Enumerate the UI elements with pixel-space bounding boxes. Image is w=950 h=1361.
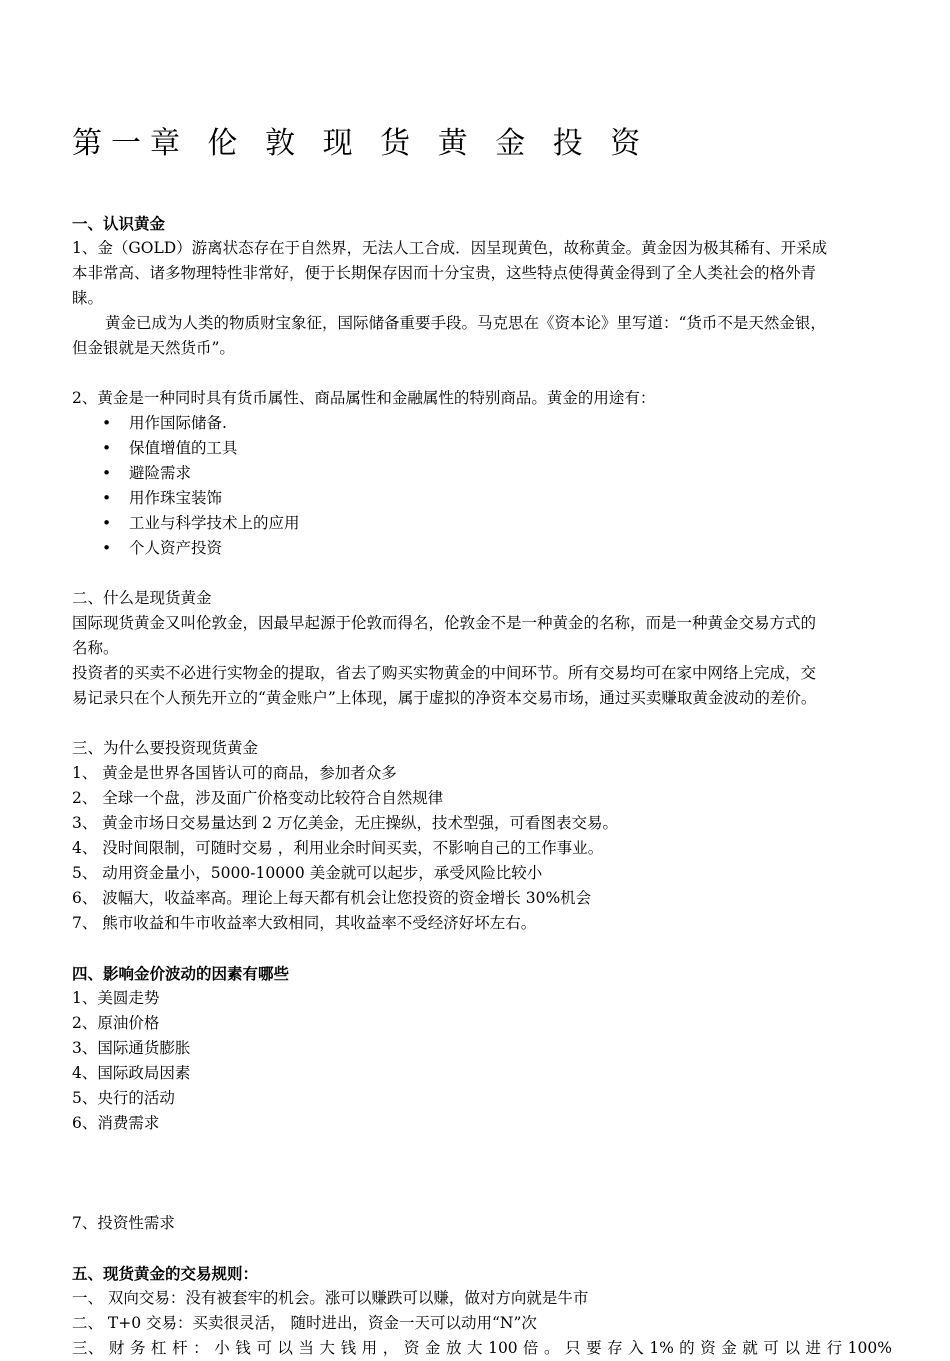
list-item: • 用作国际储备.	[72, 411, 892, 436]
chapter-title: 第一章 伦 敦 现 货 黄 金 投 资	[72, 126, 650, 161]
list-item: 4、 没时间限制，可随时交易 ，利用业余时间买卖，不影响自己的工作事业。	[72, 839, 604, 857]
section-heading-1: 一、认识黄金	[72, 214, 166, 233]
list-item: 5、 动用资金量小，5000-10000 美金就可以起步，承受风险比较小	[72, 864, 543, 882]
paragraph-line: 睐。	[72, 289, 104, 307]
bullet-icon: •	[102, 514, 112, 532]
list-item: 6、 波幅大，收益率高。理论上每天都有机会让您投资的资金增长 30%机会	[72, 889, 592, 907]
section-heading-4: 四、影响金价波动的因素有哪些	[72, 964, 290, 983]
bullet-icon: •	[102, 464, 112, 482]
list-item: 5、央行的活动	[72, 1089, 175, 1107]
paragraph-line: 易记录只在个人预先开立的“黄金账户”上体现，属于虚拟的净资本交易市场，通过买卖赚取黄金波动的差价。	[72, 689, 817, 707]
list-item: 7、投资性需求	[72, 1214, 175, 1232]
section-heading-3: 三、为什么要投资现货黄金	[72, 739, 259, 757]
list-item: 1、 黄金是世界各国皆认可的商品，参加者众多	[72, 764, 397, 782]
list-item: 7、 熊市收益和牛市收益率大致相同，其收益率不受经济好坏左右。	[72, 914, 537, 932]
paragraph-line: 投资者的买卖不必进行实物金的提取，省去了购买实物黄金的中间环节。所有交易均可在家中网络上完成，交	[72, 664, 817, 682]
list-item: 3、 黄金市场日交易量达到 2 万亿美金，无庄操纵，技术型强，可看图表交易。	[72, 814, 619, 832]
bullet-icon: •	[102, 439, 112, 457]
list-item: 3、国际通货膨胀	[72, 1039, 191, 1057]
list-item: 三、 财 务 杠 杆 ： 小 钱 可 以 当 大 钱 用 ， 资 金 放 大 100 倍 。 只 要 存 入 1% 的 资 金 就 可 以 进 行 100%	[72, 1339, 892, 1357]
paragraph-line: 2、黄金是一种同时具有货币属性、商品属性和金融属性的特别商品。黄金的用途有：	[72, 389, 656, 407]
paragraph-line: 但金银就是天然货币”。	[72, 339, 235, 357]
list-item: 二、 T+0 交易：买卖很灵活， 随时进出，资金一天可以动用“N”次	[72, 1314, 537, 1332]
list-item: 1、美圆走势	[72, 989, 160, 1007]
paragraph-line: 1、金（GOLD）游离状态存在于自然界，无法人工合成．因呈现黄色，故称黄金。黄金因为极其稀有、开采成	[72, 239, 828, 257]
document-body	[72, 211, 892, 1361]
bullet-icon: •	[102, 489, 112, 507]
list-item: 2、原油价格	[72, 1014, 160, 1032]
list-item: 6、消费需求	[72, 1114, 160, 1132]
bullet-icon: •	[102, 414, 112, 432]
paragraph-line: 名称。	[72, 639, 119, 657]
paragraph-line: 国际现货黄金又叫伦敦金，因最早起源于伦敦而得名，伦敦金不是一种黄金的名称，而是一种黄金交易方式的	[72, 614, 817, 632]
list-item: • 保值增值的工具	[72, 436, 892, 461]
list-item: • 个人资产投资	[72, 536, 892, 561]
list-item: 2、 全球一个盘，涉及面广价格变动比较符合自然规律	[72, 789, 444, 807]
section-heading-5: 五、现货黄金的交易规则：	[72, 1264, 259, 1283]
list-item: 4、国际政局因素	[72, 1064, 191, 1082]
list-item: • 避险需求	[72, 461, 892, 486]
bullet-icon: •	[102, 539, 112, 557]
paragraph-line: 黄金已成为人类的物质财宝象征，国际储备重要手段。马克思在《资本论》里写道：“货币不是天然金银，	[105, 314, 826, 332]
list-item: • 工业与科学技术上的应用	[72, 511, 892, 536]
paragraph-line: 本非常高、诸多物理特性非常好，便于长期保存因而十分宝贵，这些特点使得黄金得到了全人类社会的格外青	[72, 264, 817, 282]
list-item: 一、 双向交易：没有被套牢的机会。涨可以赚跌可以赚，做对方向就是牛市	[72, 1289, 589, 1307]
list-item: • 用作珠宝装饰	[72, 486, 892, 511]
section-heading-2: 二、什么是现货黄金	[72, 589, 212, 607]
gold-uses-list	[72, 411, 892, 561]
